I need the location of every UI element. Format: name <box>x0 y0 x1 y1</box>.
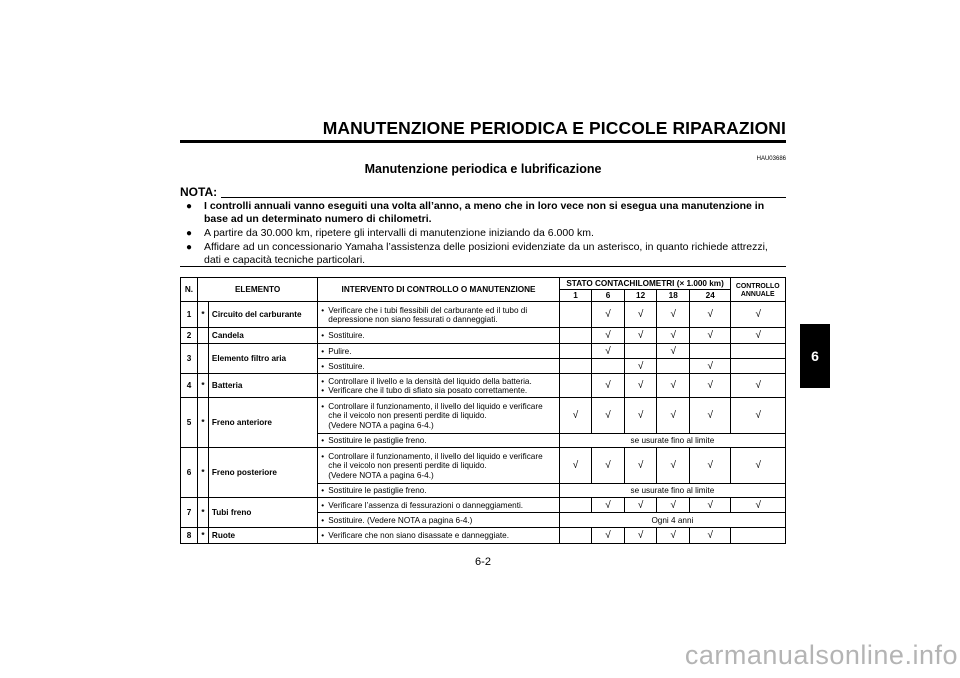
document-code: HAU03686 <box>756 156 786 162</box>
nota-list <box>186 200 786 268</box>
table-row: • Sostituire le pastiglie freno. se usurate fino al limite <box>181 484 786 498</box>
nota-item: ● Affidare ad un concessionario Yamaha l’assistenza delle posizioni evidenziate da un asterisco, in quanto richiede attrezzi, dati e capacità tecniche particolari. <box>186 241 768 266</box>
header-elemento: ELEMENTO <box>197 278 317 302</box>
chapter-tab: 6 <box>800 324 830 388</box>
table-row: 4 * Batteria • Controllare il livello e la densità del liquido della batteria. • Verificare che il tubo di sfiato sia posato correttamente. √ √ √ √ √ <box>181 374 786 398</box>
nota-heading <box>180 186 786 198</box>
table-row: 5 * Freno anteriore • Controllare il funzionamento, il livello del liquido e verificare che il veicolo non presenti perdite di liquido. (Vedere NOTA a pagina 6-4.) √ √ √ √ √ √ <box>181 398 786 434</box>
page-header-title: MANUTENZIONE PERIODICA E PICCOLE RIPARAZIONI <box>322 118 786 138</box>
header-km: 18 <box>657 290 690 302</box>
table-row: 6 * Freno posteriore • Controllare il funzionamento, il livello del liquido e verificare che il veicolo non presenti perdite di liquido. (Vedere NOTA a pagina 6-4.) √ √ √ √ √ √ <box>181 448 786 484</box>
nota-item: ● A partire da 30.000 km, ripetere gli intervalli di manutenzione iniziando da 6.000 km. <box>186 227 594 239</box>
section-title: Manutenzione periodica e lubrificazione <box>364 162 602 176</box>
watermark: carmanualsonline.info <box>684 640 958 670</box>
nota-rule <box>221 189 786 198</box>
nota-label: NOTA: <box>180 185 218 199</box>
table-row: 2 Candela • Sostituire. √ √ √ √ √ <box>181 328 786 344</box>
table-row: • Sostituire. (Vedere NOTA a pagina 6-4.) Ogni 4 anni <box>181 513 786 528</box>
header-km: 6 <box>592 290 625 302</box>
bullet-icon: ● <box>186 242 193 253</box>
table-row: 8 * Ruote • Verificare che non siano disassate e danneggiate. √ √ √ √ <box>181 528 786 544</box>
header-n: N. <box>181 278 198 302</box>
table-row: 3 Elemento filtro aria • Pulire. √ √ <box>181 344 786 359</box>
maintenance-table <box>180 277 786 544</box>
header-km: 12 <box>624 290 657 302</box>
nota-end-rule <box>180 266 786 267</box>
table-row: 7 * Tubi freno • Verificare l’assenza di fessurazioni o danneggiamenti. √ √ √ √ √ <box>181 498 786 513</box>
page-number: 6-2 <box>475 556 491 568</box>
header-intervento: INTERVENTO DI CONTROLLO O MANUTENZIONE <box>318 278 559 302</box>
table-row: • Sostituire le pastiglie freno. se usurate fino al limite <box>181 434 786 448</box>
table-row: 1 * Circuito del carburante • Verificare che i tubi flessibili del carburante ed il tubo di depressione non siano fessurati o danneggiati. √ √ √ √ √ <box>181 302 786 328</box>
table-header-row <box>181 278 786 290</box>
table-row: • Sostituire. √ √ <box>181 359 786 374</box>
nota-item: ● I controlli annuali vanno eseguiti una volta all’anno, a meno che in loro vece non si esegua una manutenzione in base ad un determinato numero di chilometri. <box>186 200 765 225</box>
header-stato: STATO CONTACHILOMETRI (× 1.000 km) <box>559 278 731 290</box>
header-km: 1 <box>559 290 592 302</box>
header-rule <box>180 140 786 143</box>
bullet-icon: ● <box>186 228 193 239</box>
bullet-icon: ● <box>186 201 193 212</box>
header-km: 24 <box>690 290 731 302</box>
header-annuale: CONTROLLO ANNUALE <box>731 278 786 302</box>
